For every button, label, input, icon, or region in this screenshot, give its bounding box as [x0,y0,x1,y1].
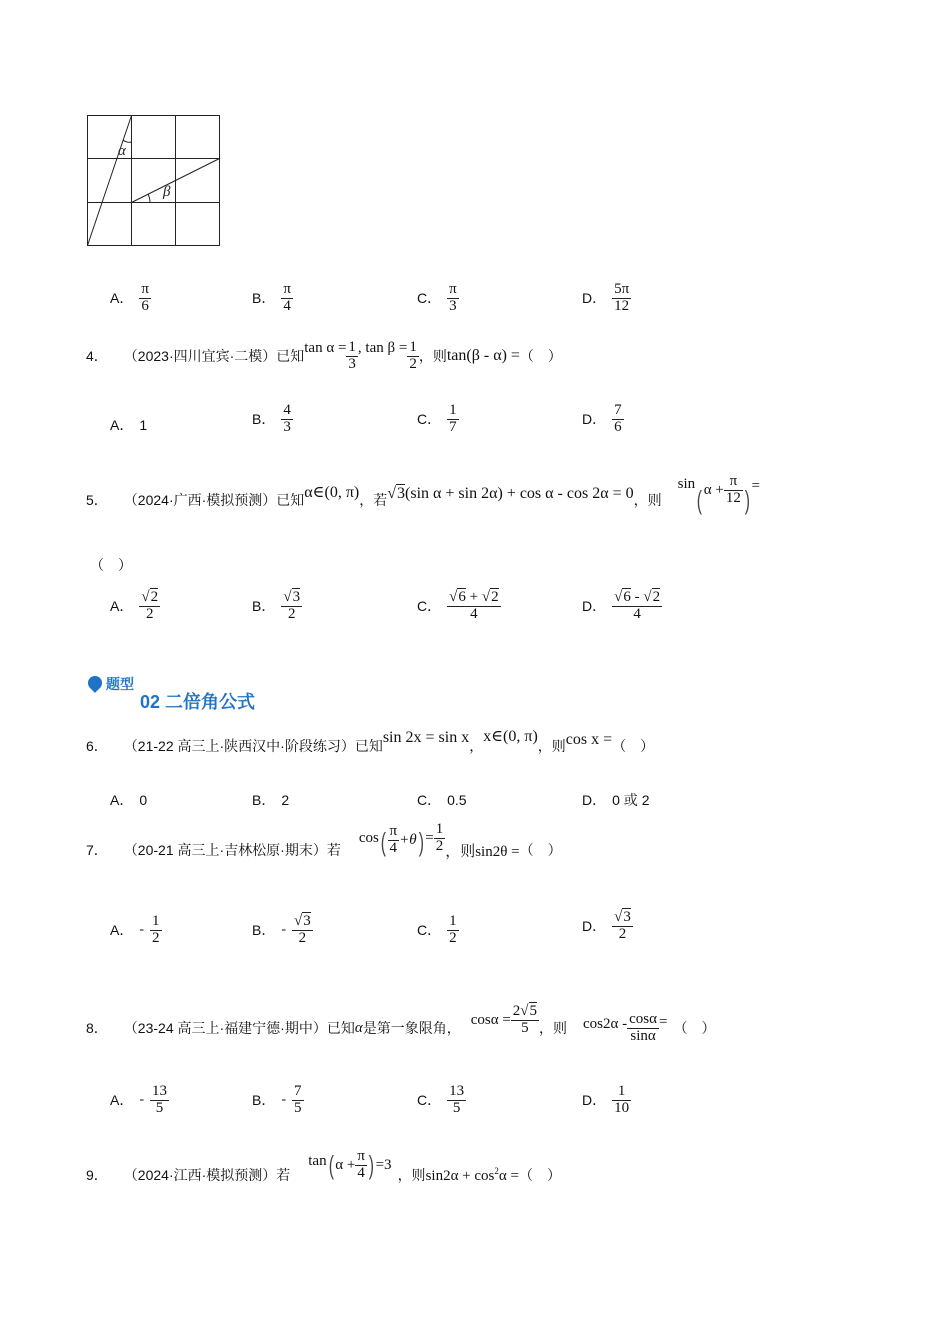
section-title: 02 二倍角公式 [140,692,256,712]
beta-label: β [163,184,171,200]
q3-option-d[interactable]: D． $\frac{5\pi}{12}$ [582,281,630,314]
q3-option-b[interactable]: B． $\frac{\pi}{4}$ [252,281,291,314]
question-5: 5． （2024·广西·模拟预测）已知 α∈(0, π) ，若 √3(sin α + sin 2α) + cos α - cos 2α = 0 ，则 sin ( α + $\frac{\pi}{12}$ ) = [86,472,761,515]
q4-option-c[interactable]: C． $\frac{1}{7}$ [417,402,457,435]
q4-option-b[interactable]: B． $\frac{4}{3}$ [252,402,291,435]
q8-option-c[interactable]: C． $\frac{13}{5}$ [417,1083,465,1116]
question-9: 9． （2024·江西·模拟预测）若 tan ( α + $\frac{\pi}{4}$ ) =3 ，则 $\sin 2\alpha + \cos^2\alpha$ = （ ） [86,1147,561,1184]
q5-answer-paren: （ ） [90,557,132,573]
q8-option-a[interactable]: A． - $\frac{13}{5}$ [110,1083,168,1116]
question-6: 6． （21-22 高三上·陕西汉中·阶段练习）已知 sin 2x = sin x ， x∈(0, π) ，则 cos x = （ ） [86,728,655,754]
question-7: 7． （20-21 高三上·吉林松原·期末）若 cos ( $\frac{\pi}{4}$ +θ ) = $\frac{1}{2}$ ，则sin2θ = （ ） [86,820,562,860]
q7-option-b[interactable]: B． - $\frac{√3}{2}$ [252,913,311,946]
q3-option-a[interactable]: A． $\frac{\pi}{6}$ [110,281,149,314]
q5-option-d[interactable]: D． $\frac{√6 - √2}{4}$ [582,589,661,622]
q5-option-c[interactable]: C． $\frac{√6 + √2}{4}$ [417,589,499,622]
q4-option-a[interactable]: A． 1 [110,417,148,433]
grid-figure [86,114,222,248]
q7-option-a[interactable]: A． - $\frac{1}{2}$ [110,913,160,946]
q6-option-c[interactable]: C． 0.5 [417,792,467,808]
q8-option-d[interactable]: D． $\frac{1}{10}$ [582,1083,630,1116]
section-tag: 题型 [106,676,134,692]
q6-option-a[interactable]: A． 0 [110,792,148,808]
question-4: 4． （2023·四川宜宾·二模）已知 tan α = $\frac{1}{3}$ , tan β = $\frac{1}{2}$ ，则 tan(β - α) = （ ） [86,339,562,372]
q6-option-b[interactable]: B． 2 [252,792,290,808]
q4-option-d[interactable]: D． $\frac{7}{6}$ [582,402,622,435]
q7-option-c[interactable]: C． $\frac{1}{2}$ [417,913,457,946]
q8-option-b[interactable]: B． - $\frac{7}{5}$ [252,1083,302,1116]
q3-option-c[interactable]: C． $\frac{\pi}{3}$ [417,281,457,314]
q7-option-d[interactable]: D． $\frac{√3}{2}$ [582,909,631,942]
q6-option-d[interactable]: D． 0 或 2 [582,792,650,808]
alpha-label: α [118,143,126,159]
q5-option-a[interactable]: A． $\frac{√2}{2}$ [110,589,159,622]
pin-icon [85,673,105,693]
q5-option-b[interactable]: B． $\frac{√3}{2}$ [252,589,301,622]
question-8: 8． （23-24 高三上·福建宁德·期中）已知 α 是第一象限角， cosα = $\frac{2√5}{5}$ ，则 cos2α - $\frac{\cos\alpha}{\sin\alpha}$ = （ ） [86,1002,716,1044]
